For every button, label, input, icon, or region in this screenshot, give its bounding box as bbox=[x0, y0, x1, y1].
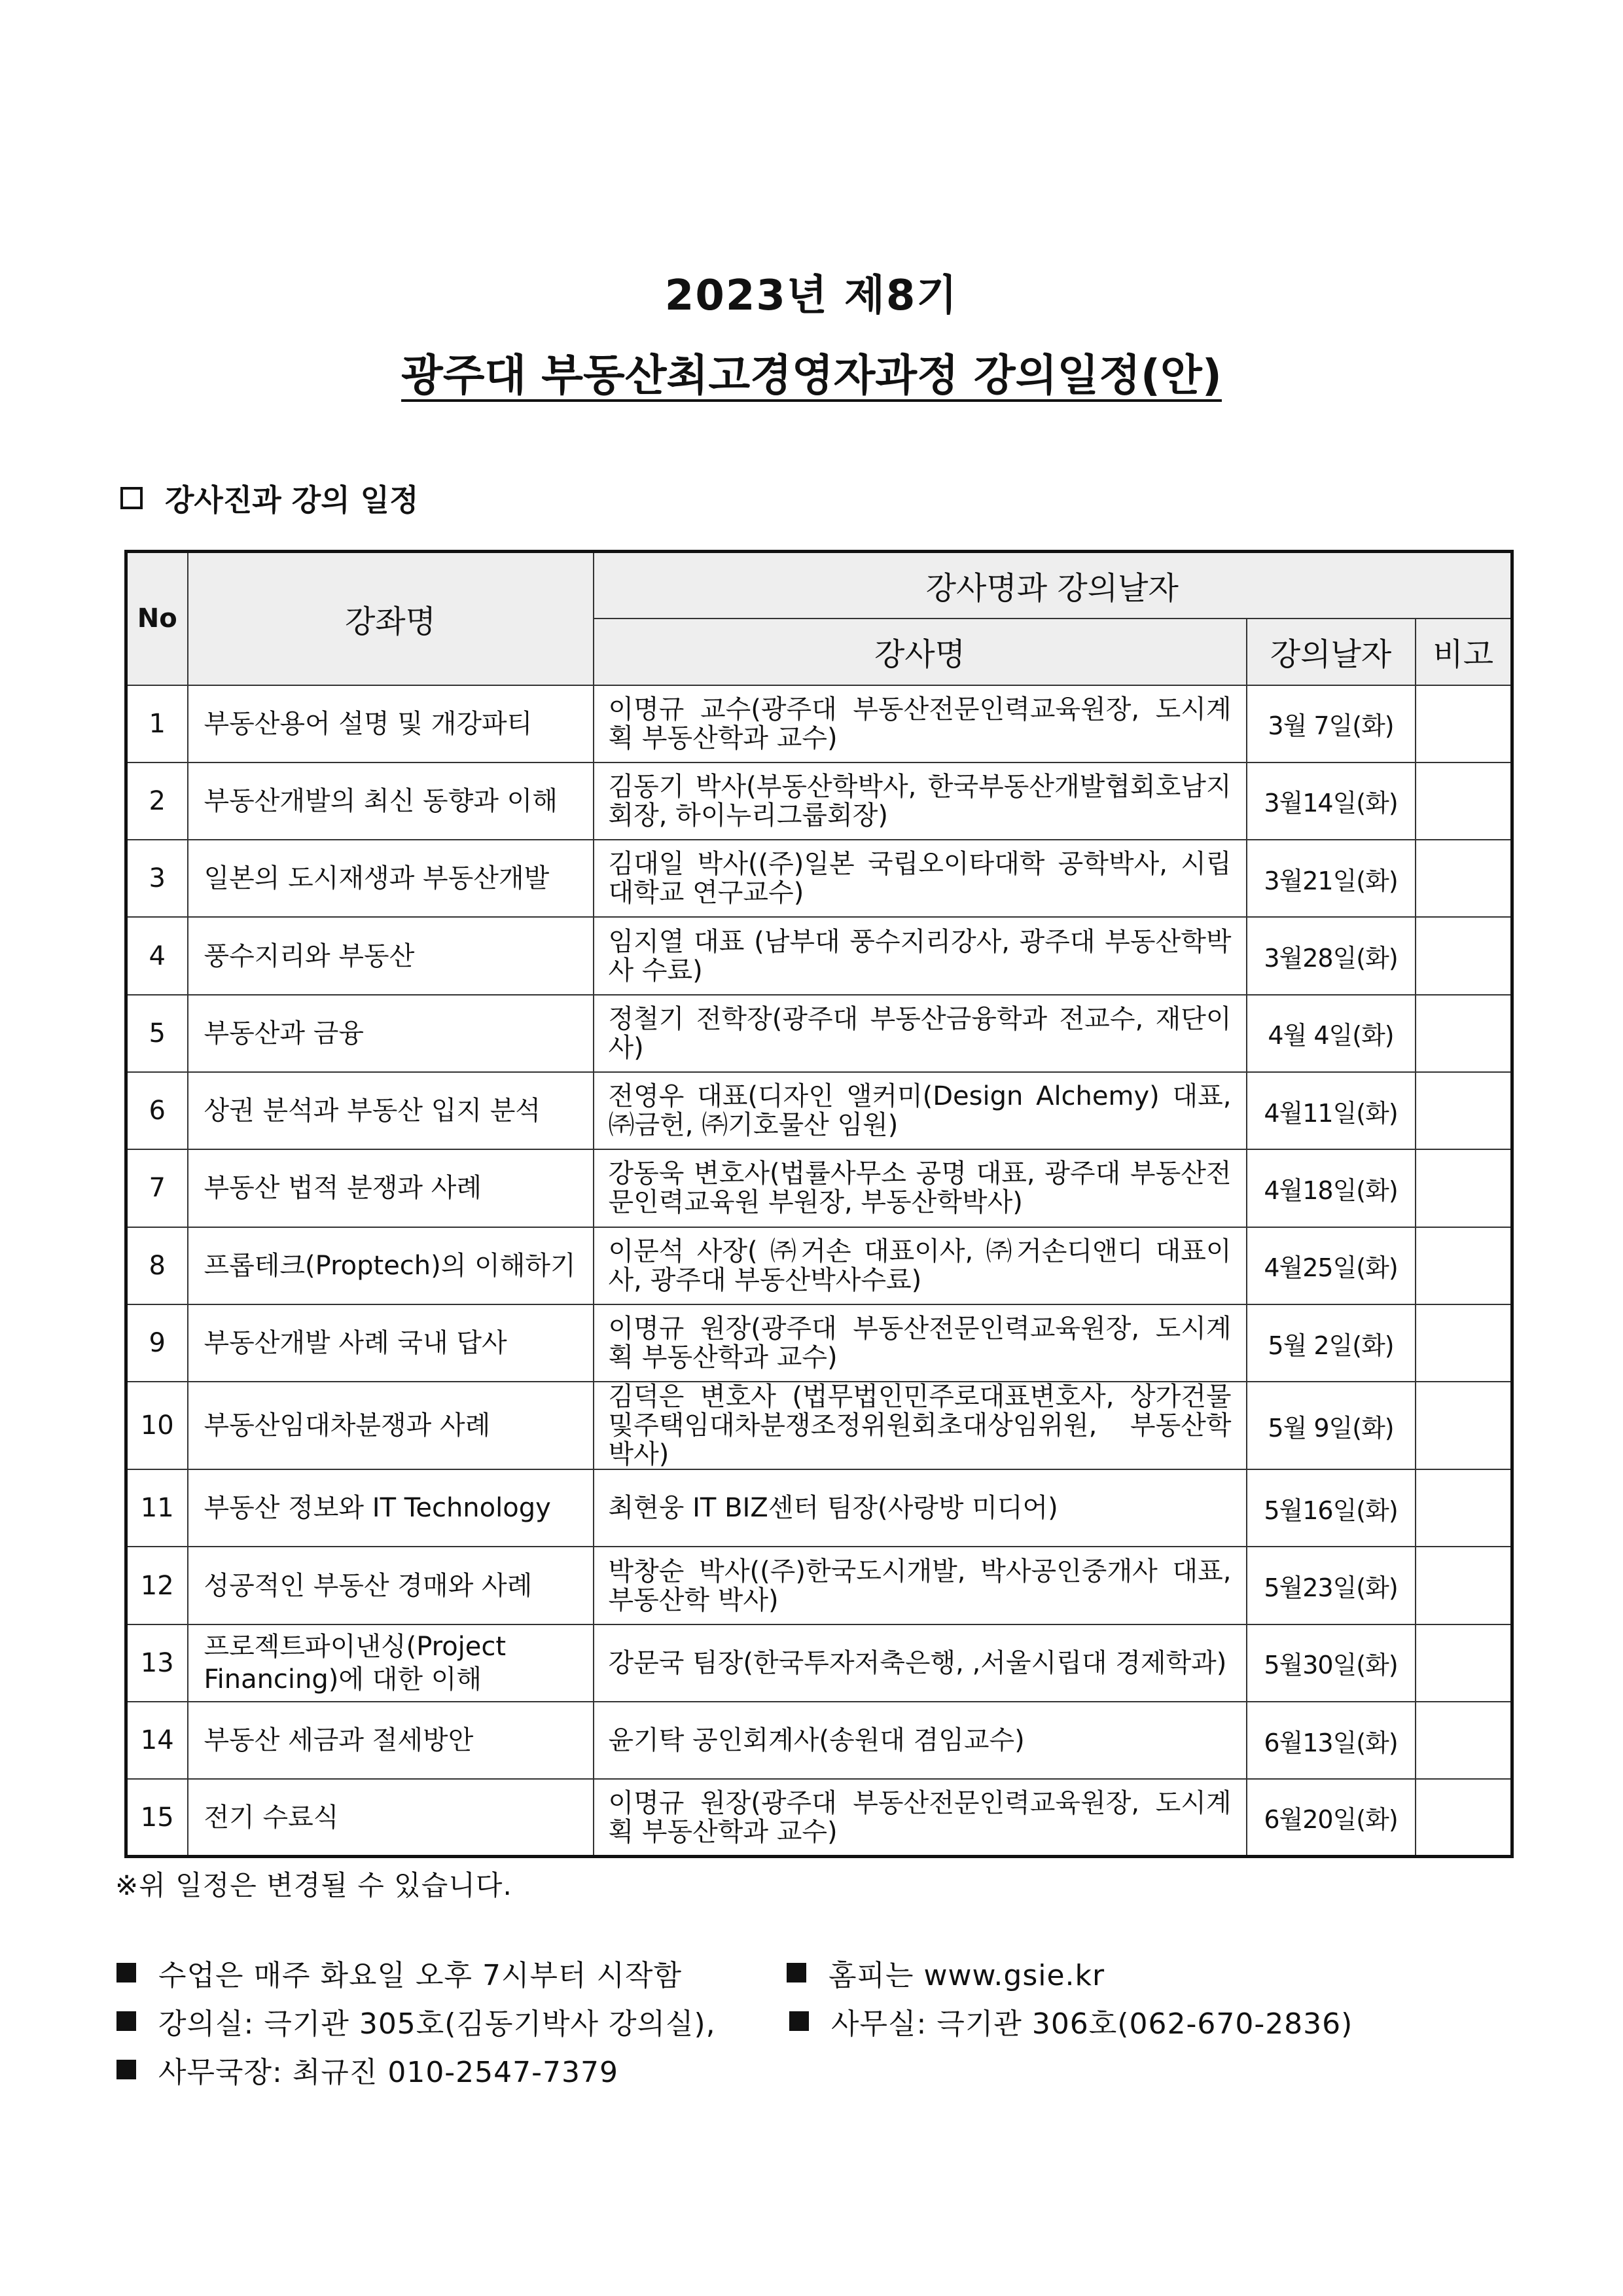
info-class-time bbox=[116, 1952, 682, 1994]
row-note bbox=[1416, 917, 1512, 994]
table-row bbox=[126, 1304, 1512, 1382]
lecture-date: 3월28일(화) bbox=[1247, 917, 1416, 994]
table-row bbox=[126, 840, 1512, 917]
checkbox-square-icon bbox=[120, 487, 143, 509]
instructor-name: 이명규 원장(광주대 부동산전문인력교육원장, 도시계획 부동산학과 교수) bbox=[594, 1304, 1247, 1382]
row-note bbox=[1416, 1779, 1512, 1856]
table-row bbox=[126, 1072, 1512, 1149]
table-row bbox=[126, 995, 1512, 1072]
row-number: 2 bbox=[126, 762, 188, 840]
schedule-change-notice: ※위 일정은 변경될 수 있습니다. bbox=[115, 1869, 512, 1901]
lecture-date: 4월18일(화) bbox=[1247, 1149, 1416, 1227]
row-note bbox=[1416, 840, 1512, 917]
instructor-name: 이문석 사장( ㈜거손 대표이사, ㈜거손디앤디 대표이사, 광주대 부동산박사수료) bbox=[594, 1227, 1247, 1304]
table-row bbox=[126, 1779, 1512, 1856]
instructor-name: 김덕은 변호사 (법무법인민주로대표변호사, 상가건물및주택임대차분쟁조정위원회초대상임위원, 부동산학박사) bbox=[594, 1382, 1247, 1469]
course-name: 프로젝트파이낸싱(Project Financing)에 대한 이해 bbox=[188, 1624, 594, 1702]
row-number: 14 bbox=[126, 1702, 188, 1779]
lecture-date: 5월23일(화) bbox=[1247, 1547, 1416, 1624]
instructor-name: 최현웅 IT BIZ센터 팀장(사랑방 미디어) bbox=[594, 1469, 1247, 1547]
header-date: 강의날자 bbox=[1247, 619, 1416, 685]
row-note bbox=[1416, 1547, 1512, 1624]
row-number: 1 bbox=[126, 685, 188, 762]
bullet-square-icon bbox=[789, 2011, 809, 2031]
info-homepage bbox=[787, 1952, 1105, 1994]
info-office bbox=[789, 2000, 1353, 2042]
lecture-date: 3월14일(화) bbox=[1247, 762, 1416, 840]
lecture-date: 3월 7일(화) bbox=[1247, 685, 1416, 762]
course-name: 부동산임대차분쟁과 사례 bbox=[188, 1382, 594, 1469]
course-name: 풍수지리와 부동산 bbox=[188, 917, 594, 994]
row-number: 12 bbox=[126, 1547, 188, 1624]
info-class-time-text: 수업은 매주 화요일 오후 7시부터 시작함 bbox=[158, 1959, 682, 1992]
info-office-text: 사무실: 극기관 306호(062-670-2836) bbox=[831, 2007, 1353, 2041]
row-number: 9 bbox=[126, 1304, 188, 1382]
info-homepage-text: 홈피는 www.gsie.kr bbox=[829, 1959, 1105, 1992]
row-note bbox=[1416, 1382, 1512, 1469]
lecture-date: 6월20일(화) bbox=[1247, 1779, 1416, 1856]
row-number: 13 bbox=[126, 1624, 188, 1702]
course-name: 부동산과 금융 bbox=[188, 995, 594, 1072]
course-name: 일본의 도시재생과 부동산개발 bbox=[188, 840, 594, 917]
document-title-year: 2023년 제8기 bbox=[664, 272, 959, 320]
bullet-square-icon bbox=[116, 2060, 136, 2079]
instructor-name: 윤기탁 공인회계사(송원대 겸임교수) bbox=[594, 1702, 1247, 1779]
lecture-date: 5월 2일(화) bbox=[1247, 1304, 1416, 1382]
header-no: No bbox=[126, 552, 188, 685]
course-name: 부동산용어 설명 및 개강파티 bbox=[188, 685, 594, 762]
table-row bbox=[126, 685, 1512, 762]
section-heading-text: 강사진과 강의 일정 bbox=[165, 482, 419, 518]
row-number: 5 bbox=[126, 995, 188, 1072]
course-name: 상권 분석과 부동산 입지 분석 bbox=[188, 1072, 594, 1149]
instructor-name: 임지열 대표 (남부대 풍수지리강사, 광주대 부동산학박사 수료) bbox=[594, 917, 1247, 994]
row-note bbox=[1416, 1702, 1512, 1779]
table-row bbox=[126, 1547, 1512, 1624]
lecture-date: 3월21일(화) bbox=[1247, 840, 1416, 917]
instructor-name: 김대일 박사((주)일본 국립오이타대학 공학박사, 시립대학교 연구교수) bbox=[594, 840, 1247, 917]
lecture-date: 5월16일(화) bbox=[1247, 1469, 1416, 1547]
table-row bbox=[126, 1469, 1512, 1547]
lecture-date: 5월30일(화) bbox=[1247, 1624, 1416, 1702]
instructor-name: 김동기 박사(부동산학박사, 한국부동산개발협회호남지회장, 하이누리그룹회장) bbox=[594, 762, 1247, 840]
row-number: 11 bbox=[126, 1469, 188, 1547]
course-name: 성공적인 부동산 경매와 사례 bbox=[188, 1547, 594, 1624]
row-note bbox=[1416, 1469, 1512, 1547]
course-name: 전기 수료식 bbox=[188, 1779, 594, 1856]
row-note bbox=[1416, 1304, 1512, 1382]
lecture-date: 4월 4일(화) bbox=[1247, 995, 1416, 1072]
bullet-square-icon bbox=[787, 1963, 806, 1982]
info-secretary bbox=[116, 2049, 618, 2090]
lecture-date: 5월 9일(화) bbox=[1247, 1382, 1416, 1469]
instructor-name: 전영우 대표(디자인 앨커미(Design Alchemy) 대표, ㈜금헌, ㈜기호물산 임원) bbox=[594, 1072, 1247, 1149]
instructor-name: 강문국 팀장(한국투자저축은행, ,서울시립대 경제학과) bbox=[594, 1624, 1247, 1702]
row-number: 10 bbox=[126, 1382, 188, 1469]
header-instructor: 강사명 bbox=[594, 619, 1247, 685]
row-note bbox=[1416, 762, 1512, 840]
table-row bbox=[126, 1702, 1512, 1779]
course-name: 부동산개발 사례 국내 답사 bbox=[188, 1304, 594, 1382]
row-number: 3 bbox=[126, 840, 188, 917]
lecture-date: 4월11일(화) bbox=[1247, 1072, 1416, 1149]
course-name: 부동산 법적 분쟁과 사례 bbox=[188, 1149, 594, 1227]
instructor-name: 정철기 전학장(광주대 부동산금융학과 전교수, 재단이사) bbox=[594, 995, 1247, 1072]
row-note bbox=[1416, 1624, 1512, 1702]
table-row bbox=[126, 1227, 1512, 1304]
row-note bbox=[1416, 1227, 1512, 1304]
bullet-square-icon bbox=[116, 2011, 136, 2031]
table-row bbox=[126, 1149, 1512, 1227]
info-classroom bbox=[116, 2000, 716, 2042]
instructor-name: 박창순 박사((주)한국도시개발, 박사공인중개사 대표, 부동산학 박사) bbox=[594, 1547, 1247, 1624]
header-instructor-and-date: 강사명과 강의날자 bbox=[594, 552, 1512, 619]
row-number: 15 bbox=[126, 1779, 188, 1856]
header-note: 비고 bbox=[1416, 619, 1512, 685]
row-note bbox=[1416, 1072, 1512, 1149]
lecture-date: 4월25일(화) bbox=[1247, 1227, 1416, 1304]
bullet-square-icon bbox=[116, 1963, 136, 1982]
table-row bbox=[126, 1624, 1512, 1702]
row-note bbox=[1416, 1149, 1512, 1227]
row-number: 4 bbox=[126, 917, 188, 994]
instructor-name: 강동욱 변호사(법률사무소 공명 대표, 광주대 부동산전문인력교육원 부원장, 부동산학박사) bbox=[594, 1149, 1247, 1227]
row-number: 7 bbox=[126, 1149, 188, 1227]
course-name: 부동산개발의 최신 동향과 이해 bbox=[188, 762, 594, 840]
info-secretary-text: 사무국장: 최규진 010-2547-7379 bbox=[158, 2056, 619, 2089]
table-row bbox=[126, 1382, 1512, 1469]
instructor-name: 이명규 원장(광주대 부동산전문인력교육원장, 도시계획 부동산학과 교수) bbox=[594, 1779, 1247, 1856]
row-number: 6 bbox=[126, 1072, 188, 1149]
info-classroom-text: 강의실: 극기관 305호(김동기박사 강의실), bbox=[158, 2007, 716, 2041]
course-name: 프롭테크(Proptech)의 이해하기 bbox=[188, 1227, 594, 1304]
row-number: 8 bbox=[126, 1227, 188, 1304]
section-heading bbox=[120, 476, 419, 520]
instructor-name: 이명규 교수(광주대 부동산전문인력교육원장, 도시계획 부동산학과 교수) bbox=[594, 685, 1247, 762]
course-name: 부동산 정보와 IT Technology bbox=[188, 1469, 594, 1547]
document-title-text: 광주대 부동산최고경영자과정 강의일정(안) bbox=[401, 350, 1222, 401]
schedule-table bbox=[124, 550, 1514, 1858]
document-title bbox=[0, 340, 1623, 403]
header-course: 강좌명 bbox=[188, 552, 594, 685]
lecture-date: 6월13일(화) bbox=[1247, 1702, 1416, 1779]
row-note bbox=[1416, 995, 1512, 1072]
table-row bbox=[126, 917, 1512, 994]
row-note bbox=[1416, 685, 1512, 762]
table-row bbox=[126, 762, 1512, 840]
course-name: 부동산 세금과 절세방안 bbox=[188, 1702, 594, 1779]
